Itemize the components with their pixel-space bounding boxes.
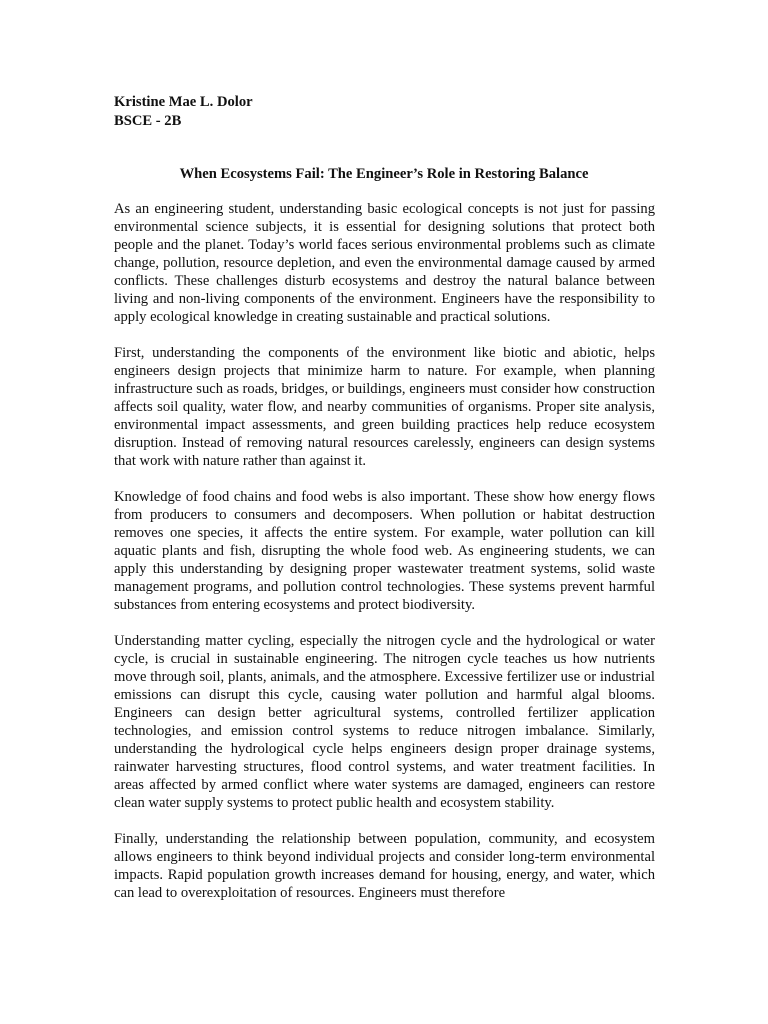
author-block: [114, 93, 654, 131]
paragraph-5: Finally, understanding the relationship between population, community, and ecosystem allows engineers to think beyond individual projects and consider long-term environmental impacts. Rapid population growth increases demand for housing, energy, and water, which can lead to overexploitation of resources. Engineers must therefore: [114, 831, 655, 901]
essay-title: When Ecosystems Fail: The Engineer’s Role in Restoring Balance: [179, 166, 589, 182]
author-name: Kristine Mae L. Dolor: [114, 94, 253, 110]
paragraph-2: First, understanding the components of the environment like biotic and abiotic, helps engineers design projects that minimize harm to nature. For example, when planning infrastructure such as roads, bridges, or buildings, engineers must consider how construction affects soil quality, water flow, and nearby communities of organisms. Proper site analysis, environmental impact assessments, and green building practices help reduce ecosystem disruption. Instead of removing natural resources carelessly, engineers can design systems that work with nature rather than against it.: [114, 345, 655, 469]
essay-body: [114, 200, 655, 920]
paragraph-4: Understanding matter cycling, especially the nitrogen cycle and the hydrological or water cycle, is crucial in sustainable engineering. The nitrogen cycle teaches us how nutrients move through soil, plants, animals, and the atmosphere. Excessive fertilizer use or industrial emissions can disrupt this cycle, causing water pollution and harmful algal blooms. Engineers can design better agricultural systems, controlled fertilizer application technologies, and emission control systems to reduce nitrogen imbalance. Similarly, understanding the hydrological cycle helps engineers design proper drainage systems, rainwater harvesting structures, flood control systems, and water treatment facilities. In areas affected by armed conflict where water systems are damaged, engineers can restore clean water supply systems to protect public health and ecosystem stability.: [114, 633, 655, 811]
paragraph-1: As an engineering student, understanding basic ecological concepts is not just for passing environmental science subjects, it is essential for designing solutions that protect both people and the planet. Today’s world faces serious environmental problems such as climate change, pollution, resource depletion, and even the environmental damage caused by armed conflicts. These challenges disturb ecosystems and destroy the natural balance between living and non-living components of the environment. Engineers have the responsibility to apply ecological knowledge in creating sustainable and practical solutions.: [114, 201, 655, 325]
course-section: BSCE - 2B: [114, 113, 182, 129]
paragraph-3: Knowledge of food chains and food webs is also important. These show how energy flows from producers to consumers and decomposers. When pollution or habitat destruction removes one species, it affects the entire system. For example, water pollution can kill aquatic plants and fish, disrupting the whole food web. As engineering students, we can apply this understanding by designing proper wastewater treatment systems, solid waste management programs, and pollution control technologies. These systems prevent harmful substances from entering ecosystems and protect biodiversity.: [114, 489, 655, 613]
